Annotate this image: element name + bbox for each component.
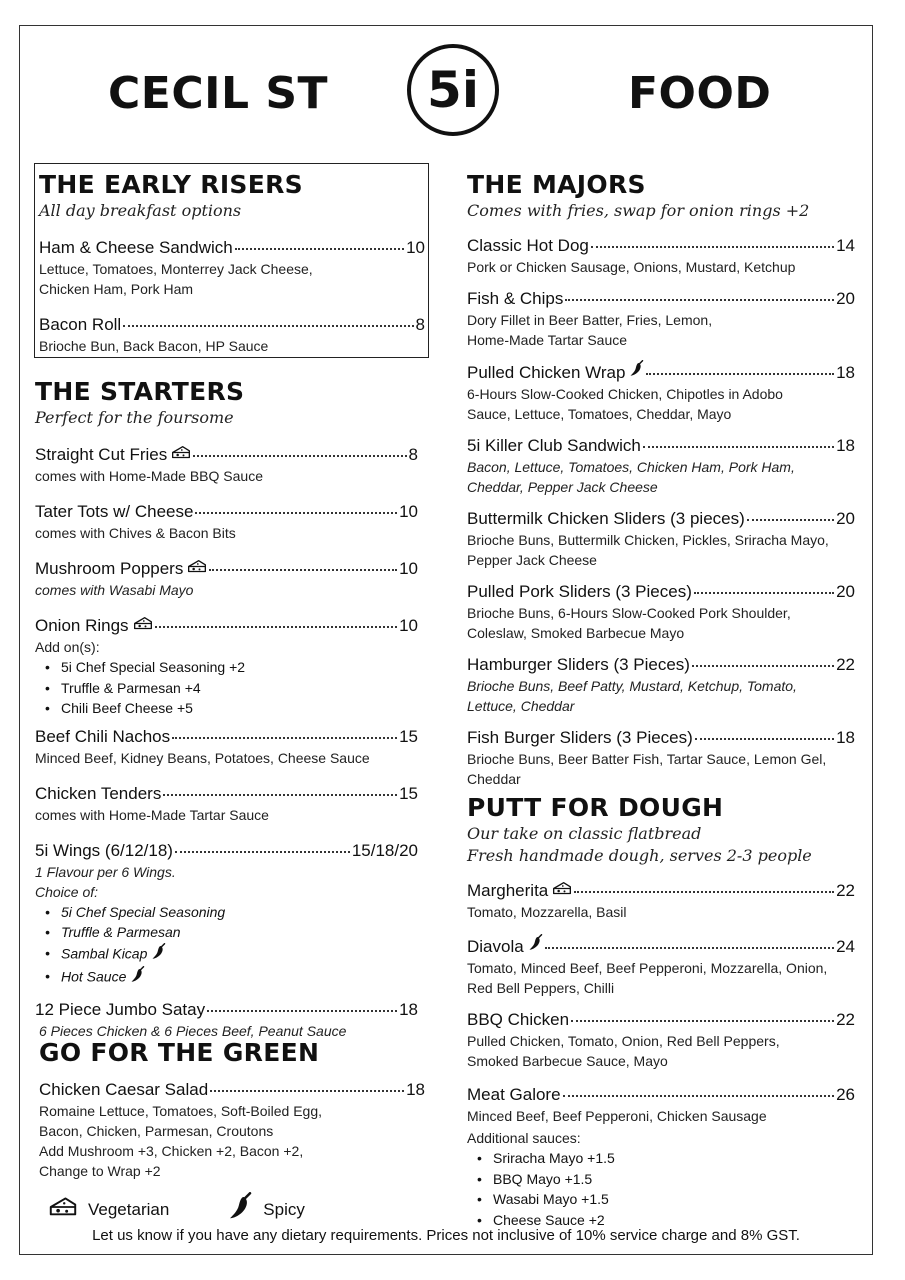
item-name: Onion Rings [35,616,129,635]
item-desc: Minced Beef, Beef Pepperoni, Chicken Sausage [467,1108,767,1124]
menu-item [35,998,418,1041]
item-price: 15/18/20 [351,840,418,860]
item-desc: Brioche Buns, Buttermilk Chicken, Pickles, Sriracha Mayo, [467,532,829,548]
addons-label: Additional sauces: [467,1130,581,1146]
section-title: THE EARLY RISERS [39,170,303,199]
addons-label: Add on(s): [35,639,100,655]
item-name: Ham & Cheese Sandwich [39,238,233,257]
item-desc: Romaine Lettuce, Tomatoes, Soft-Boiled Egg, [39,1103,323,1119]
menu-item [467,1083,855,1230]
item-price: 10 [399,502,418,521]
section-subtitle: All day breakfast options [39,201,242,220]
list-item: • 5i Chef Special Seasoning [43,902,418,923]
item-desc: Smoked Barbecue Sauce, Mayo [467,1053,668,1069]
list-item: • Truffle & Parmesan +4 [43,678,418,699]
menu-item [467,360,855,424]
item-price: 20 [836,582,855,601]
item-name: Chicken Tenders [35,783,162,803]
item-name: Meat Galore [467,1085,561,1104]
item-name: 12 Piece Jumbo Satay [35,999,206,1019]
item-desc: 6-Hours Slow-Cooked Chicken, Chipotles in Adobo [467,386,783,402]
item-price: 22 [836,1010,855,1029]
item-name: Fish Burger Sliders (3 Pieces) [467,728,693,747]
item-price: 18 [836,436,855,455]
menu-item [39,313,425,356]
menu-item [467,726,855,789]
item-name: Bacon Roll [39,315,122,334]
wing-note: 1 Flavour per 6 Wings. [35,863,176,880]
item-name: Beef Chili Nachos [35,726,171,746]
spicy-icon [227,1192,253,1227]
item-price: 10 [406,238,425,257]
item-name: Hamburger Sliders (3 Pieces) [467,655,690,674]
menu-item [467,934,855,998]
spicy-icon [130,966,145,990]
legend-vegetarian [38,1196,169,1223]
item-name: 5i Wings (6/12/18) [35,840,173,860]
section-title: THE MAJORS [467,170,646,199]
footer-note: Let us know if you have any dietary requirements. Prices not inclusive of 10% service charge and 8% GST. [92,1227,800,1244]
item-desc: Home-Made Tartar Sauce [467,332,628,348]
menu-item [35,782,418,825]
item-name: Mushroom Poppers [35,559,184,578]
list-item: • BBQ Mayo +1.5 [475,1169,855,1190]
item-desc: Cheddar [467,771,521,787]
item-name: 5i Killer Club Sandwich [467,436,641,455]
item-desc: Brioche Buns, 6-Hours Slow-Cooked Pork Shoulder, [467,605,791,621]
item-desc: Bacon, Lettuce, Tomatoes, Chicken Ham, Pork Ham, [467,459,795,475]
majors-section [467,170,855,789]
section-title: GO FOR THE GREEN [39,1038,320,1067]
item-desc: Coleslaw, Smoked Barbecue Mayo [467,625,685,641]
legend-label: Vegetarian [88,1199,170,1219]
menu-item [467,1008,855,1071]
choice-text: Sambal Kicap [61,944,148,961]
addon-list [43,657,418,719]
item-name: Fish & Chips [467,289,564,308]
item-price: 18 [399,999,418,1019]
menu-item [35,614,418,719]
item-price: 10 [399,559,418,578]
item-price: 15 [399,726,418,746]
item-price: 20 [836,509,855,528]
logo-text: 5i [427,61,479,119]
item-desc: Bacon, Chicken, Parmesan, Croutons [39,1123,274,1139]
list-item: • Wasabi Mayo +1.5 [475,1189,855,1210]
legend-label: Spicy [263,1199,305,1219]
item-desc: Pulled Chicken, Tomato, Onion, Red Bell Peppers, [467,1033,780,1049]
item-desc: Pepper Jack Cheese [467,552,597,568]
item-desc: Dory Fillet in Beer Batter, Fries, Lemon, [467,312,713,328]
menu-item [467,879,855,922]
item-name: Diavola [467,937,524,956]
item-name: Tater Tots w/ Cheese [35,502,194,521]
item-desc: comes with Home-Made Tartar Sauce [35,806,269,823]
item-price: 20 [836,289,855,308]
menu-item [39,236,425,299]
item-price: 18 [836,728,855,747]
item-name: Chicken Caesar Salad [39,1080,209,1099]
menu-item [467,580,855,643]
location-heading: CECIL ST [108,68,329,119]
section-title: THE STARTERS [35,377,245,406]
menu-item [39,1078,425,1181]
vegetarian-icon [171,444,191,466]
choice-label: Choice of: [35,883,99,900]
list-item [43,943,418,967]
starters-section [35,377,418,1041]
item-desc: Lettuce, Tomatoes, Monterrey Jack Cheese, [39,261,313,277]
menu-item [467,653,855,716]
item-price: 22 [836,655,855,674]
item-name: Pulled Chicken Wrap [467,363,626,382]
menu-item [35,557,418,600]
item-desc: Change to Wrap +2 [39,1163,161,1179]
choice-text: Hot Sauce [61,968,127,985]
list-item [43,966,418,990]
spicy-icon [528,934,543,958]
brand-logo [407,44,499,136]
vegetarian-icon [48,1196,78,1223]
list-item: • Chili Beef Cheese +5 [43,698,418,719]
legend-spicy [217,1192,305,1227]
item-desc: Brioche Buns, Beer Batter Fish, Tartar Sauce, Lemon Gel, [467,751,827,767]
choice-list [43,902,418,990]
addon-list [475,1148,855,1230]
item-name: BBQ Chicken [467,1010,570,1029]
menu-item [467,434,855,497]
menu-item [35,839,418,990]
item-name: Pulled Pork Sliders (3 Pieces) [467,582,692,601]
item-price: 26 [836,1085,855,1104]
item-desc: Tomato, Mozzarella, Basil [467,904,627,920]
vegetarian-icon [133,615,153,637]
item-price: 18 [836,363,855,382]
menu-item [467,234,855,277]
item-desc: Minced Beef, Kidney Beans, Potatoes, Cheese Sauce [35,749,370,766]
item-desc: comes with Chives & Bacon Bits [35,525,236,541]
item-desc: Red Bell Peppers, Chilli [467,980,615,996]
item-name: Buttermilk Chicken Sliders (3 pieces) [467,509,745,528]
menu-item [35,443,418,486]
item-desc: Lettuce, Cheddar [467,698,575,714]
list-item: • Cheese Sauce +2 [475,1210,855,1231]
section-subtitle: Comes with fries, swap for onion rings +2 [467,201,810,220]
early-risers-section [39,170,425,356]
section-subtitle: Fresh handmade dough, serves 2-3 people [467,846,812,865]
spicy-icon [629,360,644,384]
item-name: Margherita [467,881,549,900]
item-price: 18 [406,1080,425,1099]
green-section [39,1038,425,1181]
item-desc: Brioche Buns, Beef Patty, Mustard, Ketchup, Tomato, [467,678,797,694]
item-name: Straight Cut Fries [35,445,168,464]
item-price: 8 [415,315,425,334]
item-price: 8 [408,445,418,464]
list-item: • Sriracha Mayo +1.5 [475,1148,855,1169]
item-desc: Add Mushroom +3, Chicken +2, Bacon +2, [39,1143,304,1159]
menu-item [467,507,855,570]
item-name: Classic Hot Dog [467,236,589,255]
item-desc: comes with Wasabi Mayo [35,582,194,598]
vegetarian-icon [552,880,572,902]
item-price: 10 [399,616,418,635]
item-desc: comes with Home-Made BBQ Sauce [35,468,263,484]
legend [38,1192,353,1227]
item-desc: Tomato, Minced Beef, Beef Pepperoni, Mozzarella, Onion, [467,960,828,976]
item-price: 14 [836,236,855,255]
vegetarian-icon [187,558,207,580]
item-desc: Cheddar, Pepper Jack Cheese [467,479,658,495]
item-desc: Chicken Ham, Pork Ham [39,281,194,297]
item-desc: Sauce, Lettuce, Tomatoes, Cheddar, Mayo [467,406,732,422]
item-desc: Brioche Bun, Back Bacon, HP Sauce [39,338,269,354]
item-desc: Pork or Chicken Sausage, Onions, Mustard, Ketchup [467,259,796,275]
spicy-icon [151,943,166,967]
item-price: 24 [836,937,855,956]
item-price: 22 [836,881,855,900]
putt-section [467,793,855,1230]
menu-item [35,500,418,543]
item-desc: 6 Pieces Chicken & 6 Pieces Beef, Peanut Sauce [39,1022,347,1039]
menu-item [35,725,418,768]
section-subtitle: Perfect for the foursome [35,408,234,427]
list-item: • Truffle & Parmesan [43,922,418,943]
section-subtitle: Our take on classic flatbread [467,824,702,843]
list-item: • 5i Chef Special Seasoning +2 [43,657,418,678]
menu-heading: FOOD [628,68,772,119]
section-title: PUTT FOR DOUGH [467,793,724,822]
item-price: 15 [399,783,418,803]
menu-item [467,287,855,350]
